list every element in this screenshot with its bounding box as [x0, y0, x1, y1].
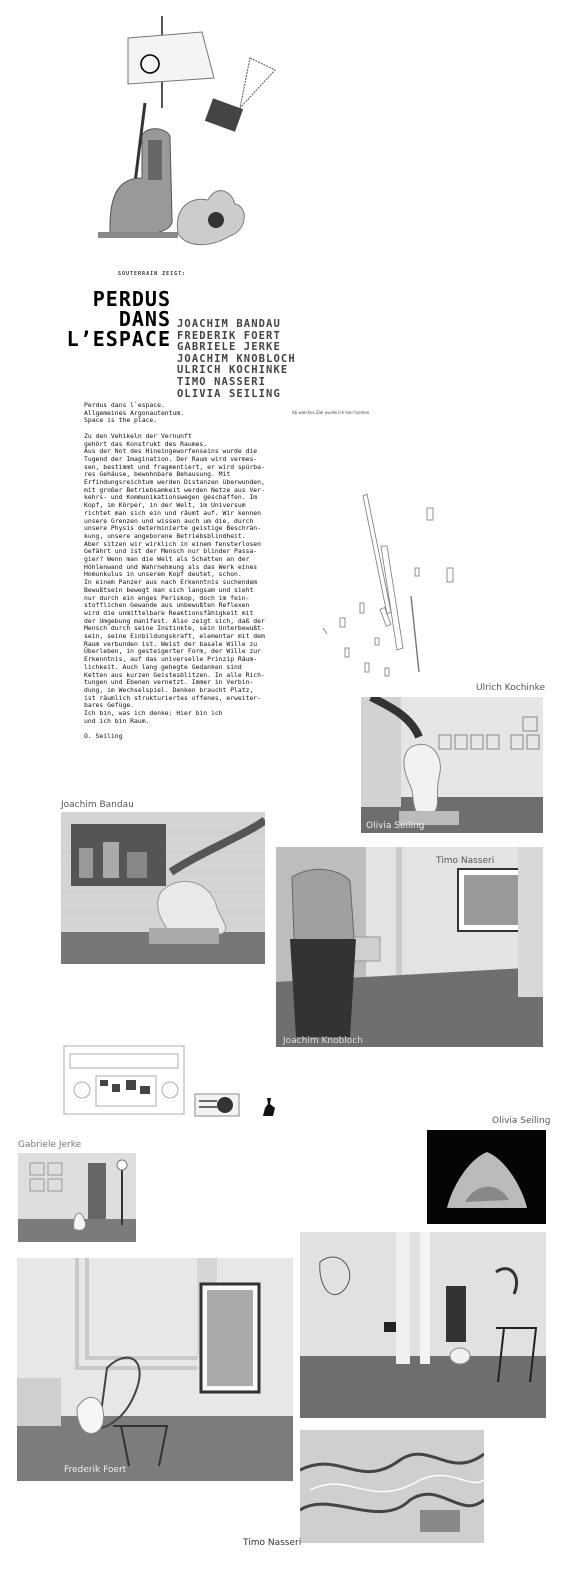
- photo-knobloch-gallery: [276, 847, 543, 1047]
- collage-illustration: [90, 8, 295, 268]
- essay-body: Zu den Vehikeln der Vernunft gehört das Konstrukt des Raumes. Aus der Not des Hineingeworfenseins wurde die Tugend der Imagination. Der Raum wird vermes- sen, bestimmt und fragmentiert, er wird spürba- res Gehäuse, bewohnbare Behausung. Mit Erfindungsreichtum werden Distanzen überwunden, mit großer Betriebsamkeit werden Netze aus Ver- kehrs- und Kommunikationswegen geschaffen. Im Kopf, im Körper, in der Welt, im Universum richtet man sich ein und räumt auf. Wir kennen unsere Grenzen und wissen auch um die, durch unsere Physis determinierte geistige Beschrän- kung, unsere angeborene Betriebsblindheit. Aber sitzen wir wirklich in einem fensterlosen Gefährt und ist der Mensch nur blinder Passa- gier? Wenn man die Welt als Schatten an der Höhlenwand und Wahrnehmung als das Werk eines Homunkulus in unserem Kopf deutet, schon. In einem Panzer aus nach Erkenntnis suchendem Bewußtsein bewegt man sich langsam und sieht nur durch ein enges Periskop, doch im fein- stofflichen Gewande aus unbewußten Reflexen wird die unmittelbare Reaktionsfähigkeit mit der Umgebung manifest. Also zeigt sich, daß der Mensch durch seine Instinkte, sein Unterbewußt- sein, seine Einbildungskraft, elementar mit dem Raum verbunden ist. Weist der basale Wille zu Überleben, in gesteigerter Form, der Wille zur Erkenntnis, auf das universelle Prinzip Räum- lichkeit. Auch lang gehegte Gedanken sind Ketten aus kurzen Geistesblitzen. In alle Rich- tungen und Ebenen vernetzt. Immer in Verbin- dung, im Wechselspiel. Denken braucht Platz, ist räumlich strukturiertes offenes, erweiter- bares Gefüge. Ich bin, was ich denke: Hier bin ich und ich bin Raum.: [84, 431, 265, 725]
- photo-nasseri-closeup: [300, 1430, 484, 1543]
- photo-nasseri-gallery: [300, 1232, 546, 1418]
- caption-knobloch: Joachim Knobloch: [283, 1036, 363, 1046]
- artist-name: GABRIELE JERKE: [177, 341, 281, 354]
- essay-signature: O. Seiling: [84, 732, 123, 741]
- artist-name: JOACHIM KNOBLOCH: [177, 352, 296, 365]
- artist-name: OLIVIA SEILING: [177, 387, 281, 400]
- photo-jerke-gallery: [18, 1153, 136, 1242]
- caption-seiling-photo: Olivia Seiling: [366, 821, 425, 831]
- photo-seiling-dark: [427, 1130, 546, 1224]
- artist-name: TIMO NASSERI: [177, 375, 267, 388]
- essay-intro: Perdus dans l`espace. Allgemeines Argonautentum. Space is the place.: [84, 401, 185, 425]
- artist-name: ULRICH KOCHINKE: [177, 364, 289, 377]
- caption-foert: Frederik Foert: [64, 1465, 127, 1475]
- artist-name: FREDERIK FOERT: [177, 329, 281, 342]
- essay-text: [84, 402, 289, 749]
- kochinke-drawing: [315, 488, 475, 683]
- caption-nasseri-photo: Timo Nasseri: [436, 856, 495, 866]
- title-line-3: L’ESPACE: [66, 327, 171, 351]
- photo-foert-gallery: [17, 1258, 293, 1481]
- title-line-1: PERDUS: [92, 287, 171, 311]
- caption-bandau: Joachim Bandau: [61, 800, 134, 810]
- title-line-2: DANS: [118, 307, 171, 331]
- small-note: Ab welches Ziel wurde ich hier hylmen: [292, 410, 370, 415]
- artist-list: [177, 319, 296, 400]
- caption-nasseri-bottom: Timo Nasseri: [243, 1538, 302, 1548]
- caption-kochinke: Ulrich Kochinke: [476, 683, 546, 693]
- caption-jerke: Gabriele Jerke: [18, 1140, 82, 1150]
- photo-seiling-gallery: [361, 697, 543, 833]
- artist-name: JOACHIM BANDAU: [177, 318, 281, 330]
- figure-icon: [261, 1096, 277, 1118]
- kicker-text: SOUTERRAIN ZEIGT:: [118, 271, 187, 277]
- device-drawing: [60, 1040, 188, 1120]
- cartoon-drawing: [193, 1090, 241, 1118]
- photo-bandau-gallery: [61, 812, 265, 964]
- caption-seiling-right: Olivia Seiling: [492, 1116, 551, 1126]
